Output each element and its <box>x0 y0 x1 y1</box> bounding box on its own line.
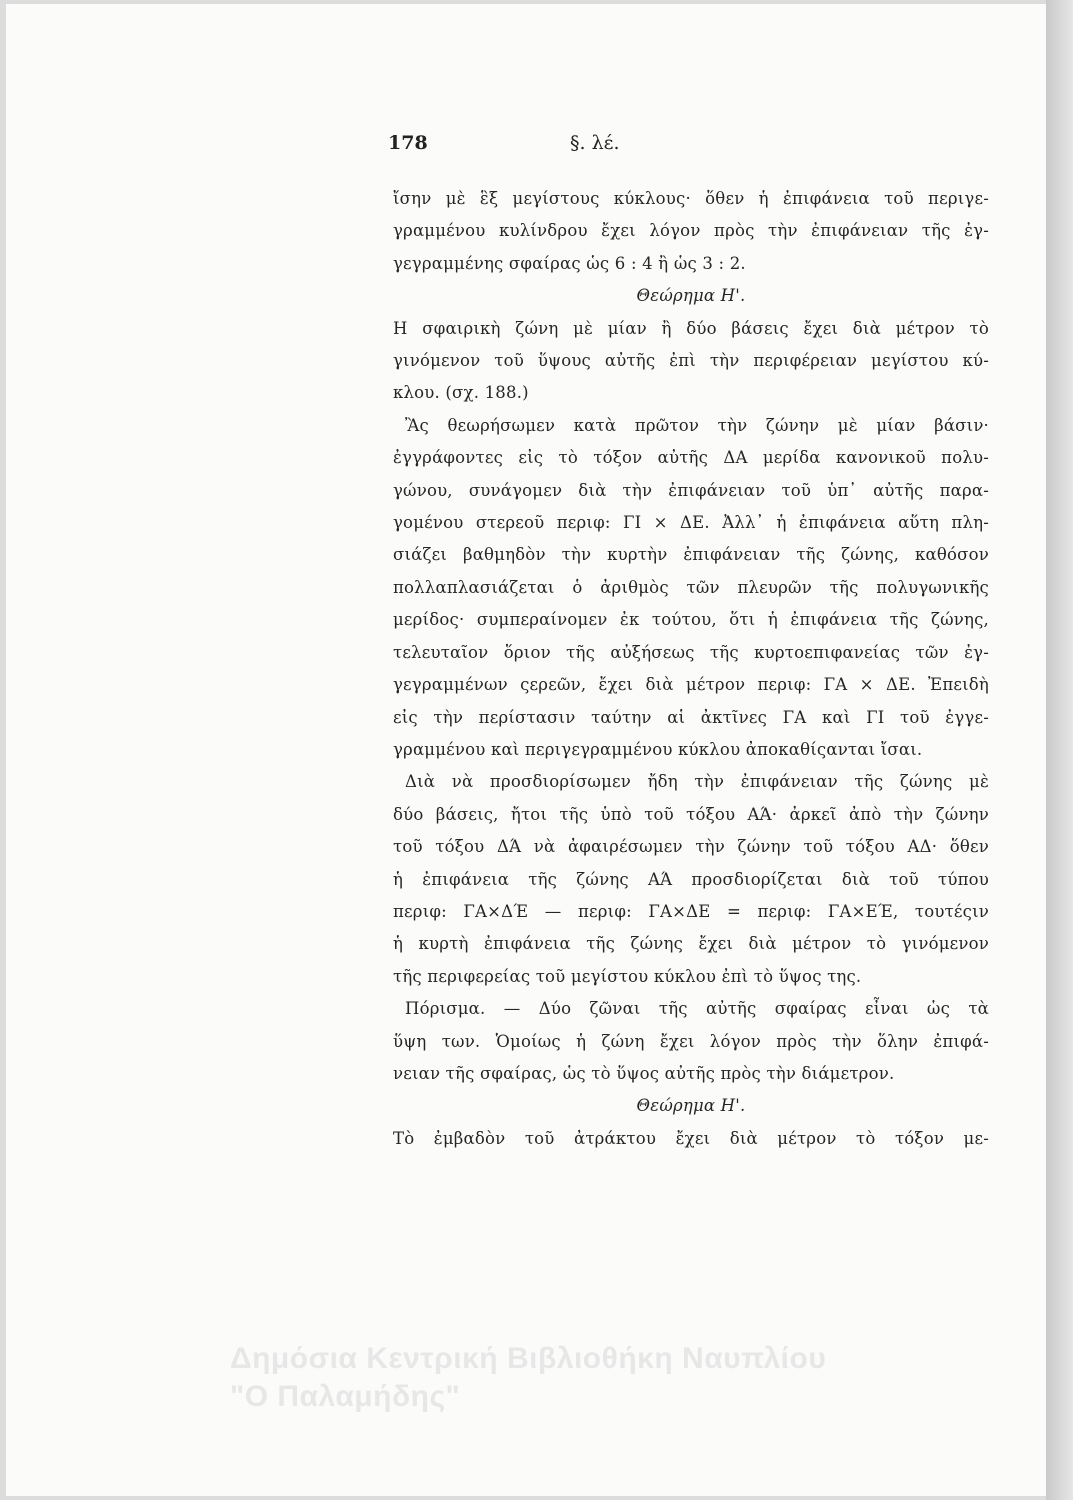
watermark-line: "Ο Παλαμήδης" <box>230 1380 461 1413</box>
theorem-heading: Θεώρημα Η'. <box>636 286 746 306</box>
corollary-line: Πόρισμα. — Δύο ζῶναι τῆς αὐτῆς σφαίρας εἶναι ὡς τὰ <box>405 999 989 1019</box>
text-line: Τὸ ἐμβαδὸν τοῦ ἀτράκτου ἔχει διὰ μέτρον τὸ τόξον με- <box>393 1128 989 1148</box>
text-line: δύο βάσεις, ἤτοι τῆς ὑπὸ τοῦ τόξου ΑΆ· ἀρκεῖ ἀπὸ τὴν ζώνην <box>393 804 989 824</box>
text-line: γομένου στερεοῦ περιφ: ΓΙ × ΔΕ. Ἀλλ᾽ ἡ ἐπιφάνεια αὕτη πλη- <box>393 513 989 533</box>
page-number: 178 <box>388 132 428 154</box>
text-line: τῆς περιφερείας τοῦ μεγίστου κύκλου ἐπὶ τὸ ὕψος της. <box>393 966 862 986</box>
theorem-heading: Θεώρημα Η'. <box>636 1096 746 1116</box>
text-line: γώνου, συνάγομεν διὰ τὴν ἐπιφάνειαν τοῦ ὑπ᾽ αὐτῆς παρα- <box>393 480 989 500</box>
text-line: τελευταῖον ὅριον τῆς αὐξήσεως τῆς κυρτοεπιφανείας τῶν ἐγ- <box>393 642 989 662</box>
text-line: ἡ κυρτὴ ἐπιφάνεια τῆς ζώνης ἔχει διὰ μέτρον τὸ γινόμενον <box>393 934 989 954</box>
body-text <box>393 183 989 1155</box>
text-line: Η σφαιρικὴ ζώνη μὲ μίαν ἢ δύο βάσεις ἔχει διὰ μέτρον τὸ <box>393 318 989 338</box>
text-line: ἡ ἐπιφάνεια τῆς ζώνης ΑΆ προσδιορίζεται διὰ τοῦ τύπου <box>393 869 989 889</box>
text-line: γεγραμμένης σφαίρας ὡς 6 : 4 ἢ ὡς 3 : 2. <box>393 253 746 273</box>
page-edge-shadow <box>1046 0 1073 1500</box>
text-line: νειαν τῆς σφαίρας, ὡς τὸ ὕψος αὐτῆς πρὸς τὴν διάμετρον. <box>393 1063 895 1083</box>
library-watermark <box>230 1340 1030 1416</box>
text-line: μερίδος· συμπεραίνομεν ἐκ τούτου, ὅτι ἡ ἐπιφάνεια τῆς ζώνης, <box>393 610 989 630</box>
text-line: Ἂς θεωρήσωμεν κατὰ πρῶτον τὴν ζώνην μὲ μίαν βάσιν· <box>405 415 989 435</box>
watermark-line: Δημόσια Κεντρική Βιβλιοθήκη Ναυπλίου <box>230 1342 827 1375</box>
text-line: κλου. (σχ. 188.) <box>393 383 529 403</box>
text-line: ἴσην μὲ ἓξ μεγίστους κύκλους· ὅθεν ἡ ἐπιφάνεια τοῦ περιγε- <box>393 189 989 208</box>
text-line: γεγραμμένων ςερεῶν, ἔχει διὰ μέτρον περιφ: ΓΑ × ΔΕ. Ἐπειδὴ <box>393 675 989 695</box>
text-line: ἐγγράφοντες εἰς τὸ τόξον αὐτῆς ΔΑ μερίδα κανονικοῦ πολυ- <box>393 448 989 468</box>
page-header <box>388 132 988 162</box>
text-line: πολλαπλασιάζεται ὁ ἀριθμὸς τῶν πλευρῶν τῆς πολυγωνικῆς <box>393 577 989 597</box>
text-line: σιάζει βαθμηδὸν τὴν κυρτὴν ἐπιφάνειαν τῆς ζώνης, καθόσον <box>393 545 989 565</box>
text-line: Διὰ νὰ προσδιορίσωμεν ἤδη τὴν ἐπιφάνειαν τῆς ζώνης μὲ <box>405 772 989 792</box>
text-line: τοῦ τόξου ΔΆ νὰ ἀφαιρέσωμεν τὴν ζώνην τοῦ τόξου ΑΔ· ὅθεν <box>393 837 989 857</box>
text-line: γραμμένου καὶ περιγεγραμμένου κύκλου ἀποκαθίςανται ἴσαι. <box>393 739 923 759</box>
section-mark: §. λέ. <box>570 132 620 154</box>
text-line: γραμμένου κυλίνδρου ἔχει λόγον πρὸς τὴν ἐπιφάνειαν τῆς ἐγ- <box>393 221 989 241</box>
text-line: περιφ: ΓΑ×ΔΈ — περιφ: ΓΑ×ΔΕ = περιφ: ΓΑ×ΕΈ, τουτέςιν <box>393 901 989 921</box>
text-line: γινόμενον τοῦ ὕψους αὐτῆς ἐπὶ τὴν περιφέρειαν μεγίστου κύ- <box>393 351 989 371</box>
text-line: ὕψη των. Ὁμοίως ἡ ζώνη ἔχει λόγον πρὸς τὴν ὅλην ἐπιφά- <box>393 1031 989 1051</box>
text-line: εἰς τὴν περίστασιν ταύτην αἱ ἀκτῖνες ΓΑ καὶ ΓΙ τοῦ ἐγγε- <box>393 707 989 727</box>
